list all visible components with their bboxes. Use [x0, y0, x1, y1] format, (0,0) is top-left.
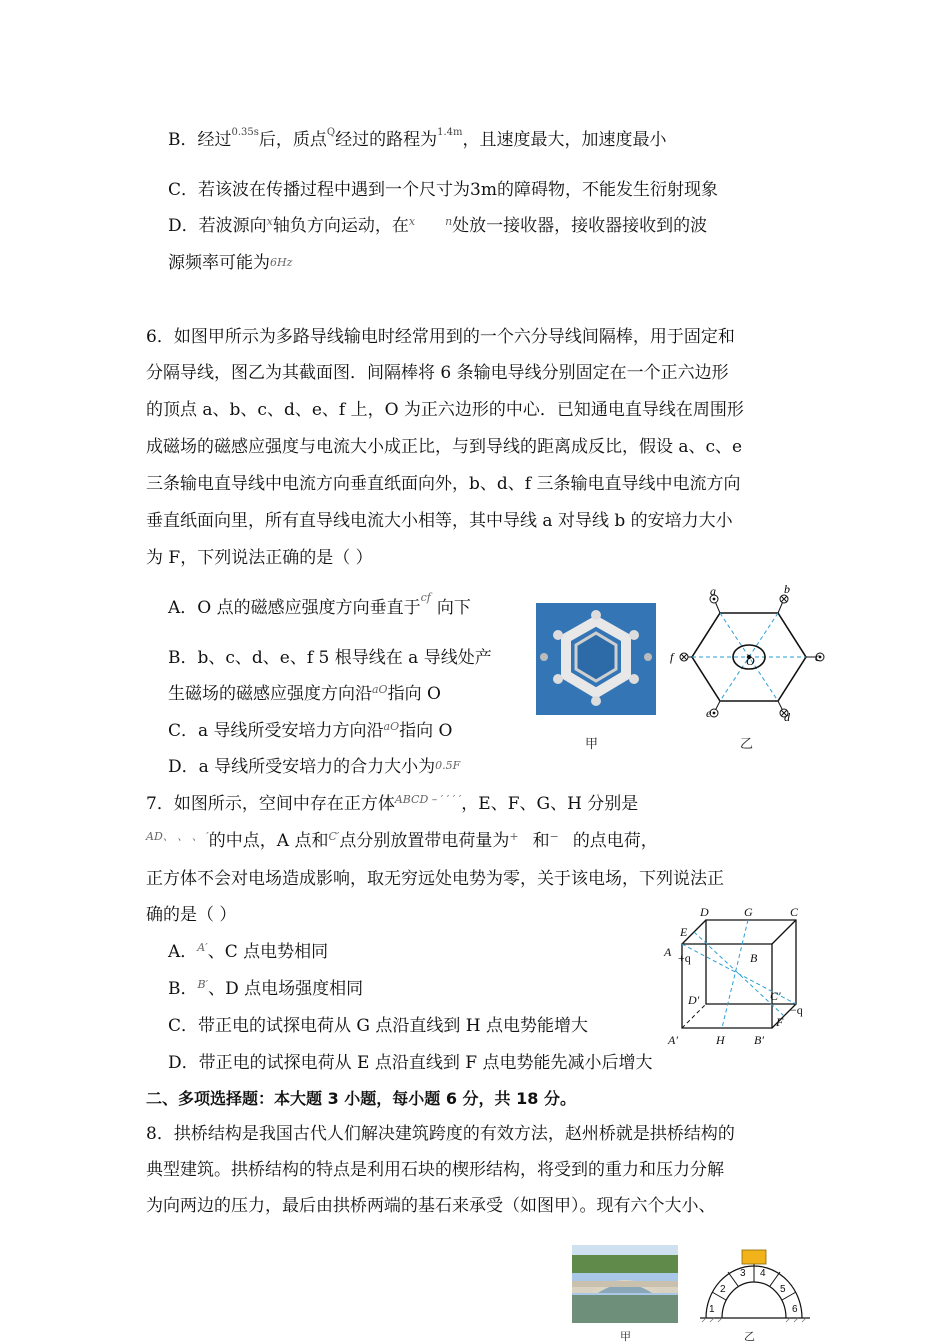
q6-stem-1: 6．如图甲所示为多路导线输电时经常用到的一个六分导线间隔棒，用于固定和 [146, 327, 735, 347]
cube-label-c: C [790, 905, 799, 919]
q7-option-a: A．$^{A'}$、C 点电势相同 [168, 941, 329, 962]
q7-option-b: B．$^{B'}$、D 点电场强度相同 [168, 978, 364, 999]
q6-stem-3: 的顶点 a、b、c、d、e、f 上，O 为正六边形的中心．已知通电直导线在周围形 [146, 400, 744, 420]
q8-stem-1: 8．拱桥结构是我国古代人们解决建筑跨度的有效方法，赵州桥就是拱桥结构的 [146, 1124, 735, 1144]
q6-option-a: A．O 点的磁感应强度方向垂直于$^{cf}$向下 [168, 591, 471, 618]
cube-diagram [656, 900, 816, 1050]
q7-stem-1: 7．如图所示，空间中存在正方体$^{ABCD - ' ' ' '}$，E、F、G、H 分别是 [146, 793, 639, 814]
q7-stem-3: 正方体不会对电场造成影响，取无穷远处电势为零，关于该电场，下列说法正 [146, 869, 724, 889]
cube-label-c-prime: C′ [770, 989, 781, 1003]
spacer-bar-photo [536, 603, 656, 715]
cube-label-b: B [750, 951, 758, 965]
label-e: e [706, 706, 712, 720]
q6-stem-6: 垂直纸面向里，所有直导线电流大小相等，其中导线 a 对导线 b 的安培力大小 [146, 511, 733, 531]
label-a: a [710, 585, 716, 598]
label-c: c [815, 650, 821, 664]
q6-option-c: C．a 导线所受安培力方向沿$^{aO}$指向 O [168, 720, 453, 741]
q6-stem-4: 成磁场的磁感应强度与电流大小成正比，与到导线的距离成反比，假设 a、c、e [146, 437, 743, 457]
q6-stem-2: 分隔导线，图乙为其截面图．间隔棒将 6 条输电导线分别固定在一个正六边形 [146, 363, 729, 383]
q6-fig-yi-caption: 乙 [740, 737, 754, 752]
cube-label-h: H [716, 1033, 725, 1047]
q5-option-c: C．若该波在传播过程中遇到一个尺寸为3m的障碍物，不能发生衍射现象 [168, 180, 718, 200]
q6-stem-5: 三条输电直导线中电流方向垂直纸面向外，b、d、f 三条输电直导线中电流方向 [146, 474, 741, 494]
cube-label-g: G [744, 905, 753, 919]
zhaozhou-bridge-photo [572, 1245, 678, 1323]
cube-label-a-prime: A′ [668, 1033, 678, 1047]
q5-option-d-line1: D．若波源向$^x$轴负方向运动，在$^x$ $^n$处放一接收器，接收器接收到的波 [168, 215, 708, 236]
section-2-heading: 二、多项选择题：本大题 3 小题，每小题 6 分，共 18 分。 [146, 1089, 576, 1108]
cube-label-d: D [700, 905, 709, 919]
q8-stem-3: 为向两边的压力，最后由拱桥两端的基石来承受（如图甲）。现有六个大小、 [146, 1196, 716, 1216]
cube-label-minus-q: −q [790, 1003, 803, 1017]
q6-option-b-line2: 生磁场的磁感应强度方向沿$^{aO}$指向 O [168, 683, 441, 704]
block-2: 2 [720, 1284, 726, 1295]
block-1: 1 [709, 1304, 715, 1315]
block-6: 6 [792, 1304, 798, 1315]
q8-fig-jia-caption: 甲 [620, 1330, 631, 1343]
q7-option-d: D．带正电的试探电荷从 E 点沿直线到 F 点电势能先减小后增大 [168, 1053, 653, 1073]
q6-option-d: D．a 导线所受安培力的合力大小为0.5F [168, 757, 461, 777]
q5-option-b: B．经过$^{0.35s}$后，质点$^Q$经过的路程为$^{1.4m}$，且速度最大，加速度最小 [168, 127, 667, 150]
q7-stem-2: $^{AD、 、 、 '}$的中点，A 点和$^{C'}$点分别放置带电荷量为+ 和− 的点电荷， [146, 830, 658, 851]
q6-option-b-line1: B．b、c、d、e、f 5 根导线在 a 导线处产 [168, 648, 492, 668]
cube-label-d-prime: D′ [688, 993, 700, 1007]
label-f: f [670, 650, 674, 664]
hexagon-cross-section [668, 585, 828, 725]
cube-label-f: F [776, 1015, 784, 1029]
block-3: 3 [740, 1268, 746, 1279]
label-d: d [784, 710, 790, 724]
q8-stem-2: 典型建筑。拱桥结构的特点是利用石块的楔形结构，将受到的重力和压力分解 [146, 1160, 724, 1180]
cube-label-b-prime: B′ [754, 1033, 764, 1047]
q8-fig-yi-caption: 乙 [744, 1330, 755, 1343]
label-o: O [746, 654, 755, 668]
q7-stem-4: 确的是（ ） [146, 905, 237, 925]
cube-label-e: E [680, 925, 688, 939]
q6-stem-7: 为 F，下列说法正确的是（ ） [146, 548, 373, 568]
label-b: b [784, 585, 790, 596]
q7-option-c: C．带正电的试探电荷从 G 点沿直线到 H 点电势能增大 [168, 1016, 589, 1036]
block-4: 4 [760, 1268, 766, 1279]
cube-label-a: A [664, 945, 672, 959]
block-5: 5 [780, 1284, 786, 1295]
cube-label-plus-q: +q [678, 951, 691, 965]
q5-option-d-line2: 源频率可能为6Hz [168, 253, 293, 273]
q6-fig-jia-caption: 甲 [585, 737, 599, 752]
arch-blocks-diagram [700, 1246, 810, 1326]
